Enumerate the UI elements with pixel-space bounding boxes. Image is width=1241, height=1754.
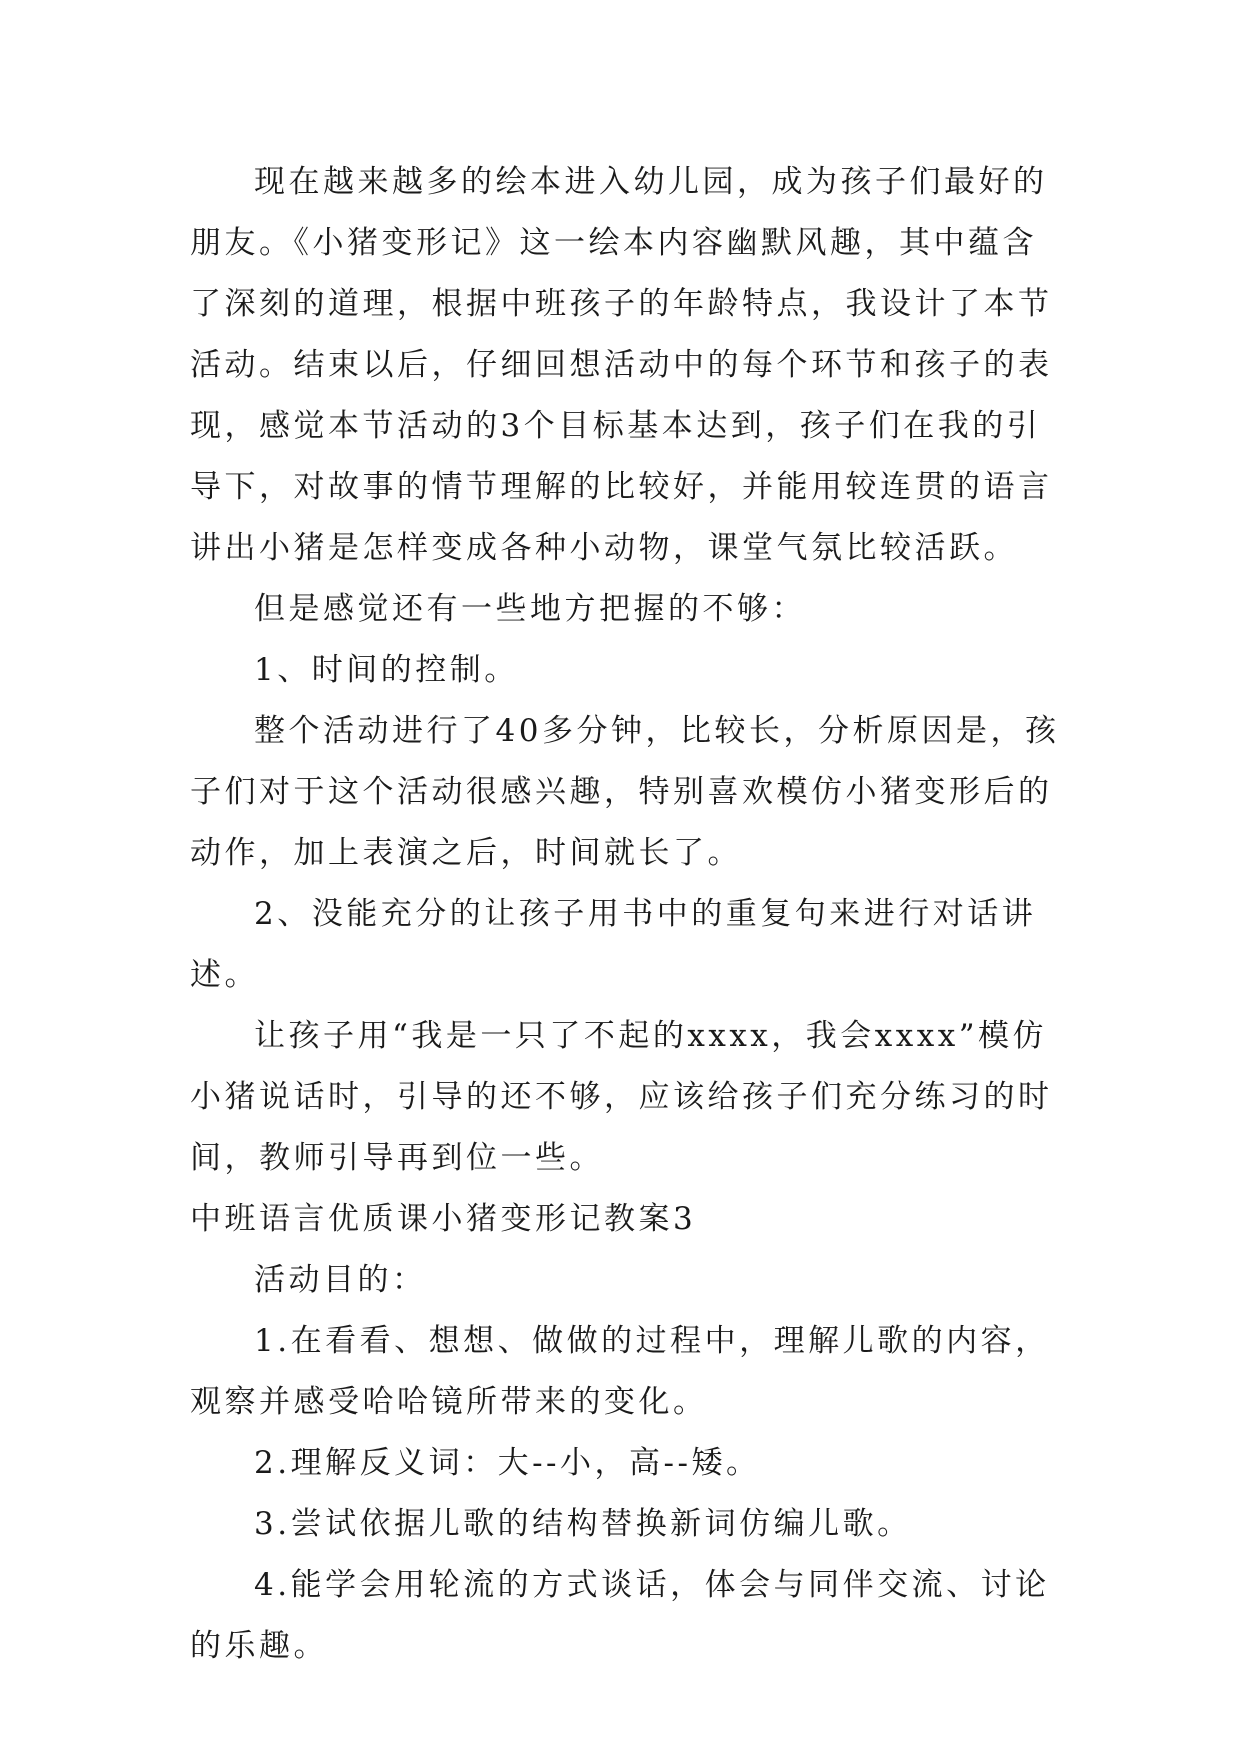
paragraph-point-2-detail: 让孩子用“我是一只了不起的xxxx，我会xxxx”模仿小猪说话时，引导的还不够，应该给孩子们充分练习的时间，教师引导再到位一些。 — [190, 1018, 1053, 1176]
paragraph-objective-1: 1.在看看、想想、做做的过程中，理解儿歌的内容，观察并感受哈哈镜所带来的变化。 — [190, 1323, 1050, 1420]
section-heading: 中班语言优质课小猪变形记教案3 — [190, 1201, 697, 1237]
paragraph-objective-3: 3.尝试依据儿歌的结构替换新词仿编儿歌。 — [254, 1506, 912, 1542]
paragraph-intro: 现在越来越多的绘本进入幼儿园，成为孩子们最好的朋友。《小猪变形记》这一绘本内容幽默风趣，其中蕴含了深刻的道理，根据中班孩子的年龄特点，我设计了本节活动。结束以后，仔细回想活动中的每个环节和孩子的表现，感觉本节活动的3个目标基本达到，孩子们在我的引导下，对故事的情节理解的比较好，并能用较连贯的语言讲出小猪是怎样变成各种小动物，课堂气氛比较活跃。 — [190, 164, 1053, 566]
document-body — [190, 152, 1070, 1677]
paragraph-objective-4: 4.能学会用轮流的方式谈话，体会与同伴交流、讨论的乐趣。 — [190, 1567, 1050, 1664]
paragraph-objective-2: 2.理解反义词：大--小，高--矮。 — [254, 1445, 761, 1481]
paragraph-point-1: 1、时间的控制。 — [254, 652, 519, 688]
paragraph-point-2: 2、没能充分的让孩子用书中的重复句来进行对话讲述。 — [190, 896, 1037, 993]
paragraph-objectives-title: 活动目的： — [254, 1262, 427, 1298]
paragraph-point-1-detail: 整个活动进行了40多分钟，比较长，分析原因是，孩子们对于这个活动很感兴趣，特别喜欢模仿小猪变形后的动作，加上表演之后，时间就长了。 — [190, 713, 1060, 871]
paragraph-shortcomings: 但是感觉还有一些地方把握的不够： — [254, 591, 806, 627]
